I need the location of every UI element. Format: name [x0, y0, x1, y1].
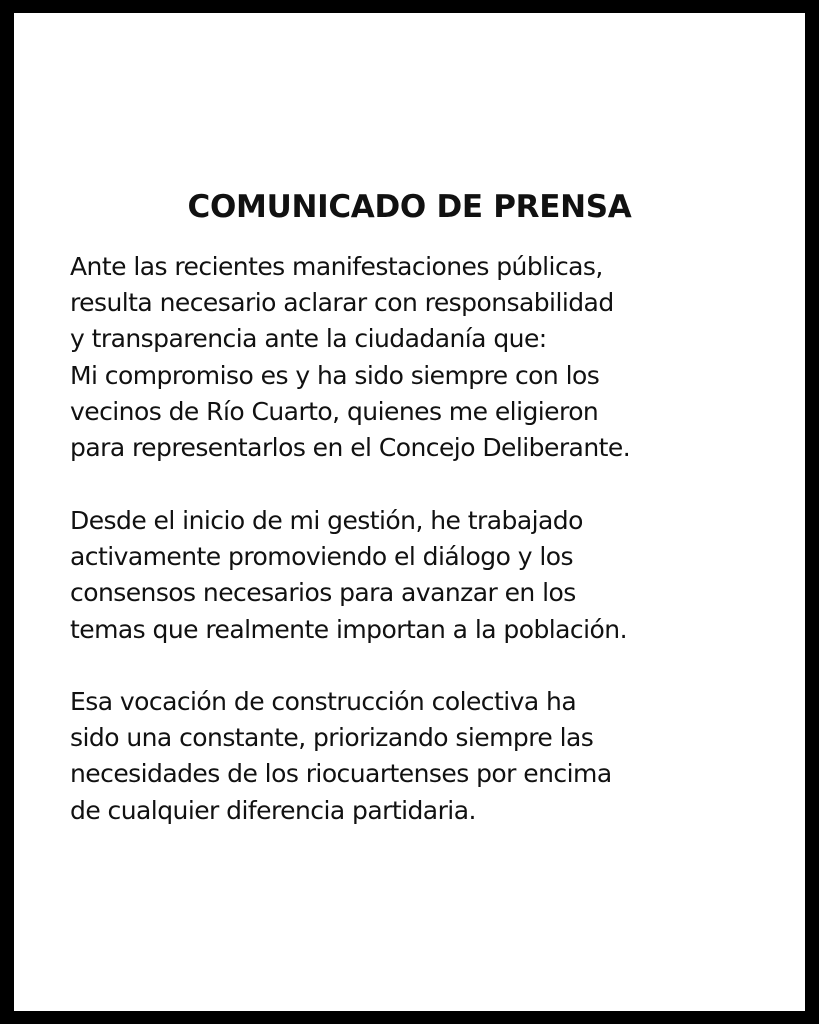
paragraph-line: Mi compromiso es y ha sido siempre con los: [70, 360, 600, 390]
document-title: COMUNICADO DE PRENSA: [187, 189, 632, 225]
paragraph-line: Ante las recientes manifestaciones públicas,: [70, 252, 603, 281]
paragraph-line: para representarlos en el Concejo Deliberante.: [70, 433, 631, 463]
paragraph-1: [70, 249, 770, 466]
paragraph-line: sido una constante, priorizando siempre las: [70, 723, 594, 753]
paragraph-line: necesidades de los riocuartenses por encima: [70, 759, 612, 789]
paragraph-line: y transparencia ante la ciudadanía que:: [70, 324, 547, 354]
paragraph-3: [70, 684, 770, 829]
paragraph-line: consensos necesarios para avanzar en los: [70, 578, 576, 608]
paragraph-line: resulta necesario aclarar con responsabilidad: [70, 288, 614, 318]
paragraph-line: temas que realmente importan a la población.: [70, 614, 627, 644]
paragraph-line: vecinos de Río Cuarto, quienes me eligieron: [70, 396, 599, 426]
paragraph-line: Desde el inicio de mi gestión, he trabajado: [70, 506, 583, 535]
paragraph-line: Esa vocación de construcción colectiva ha: [70, 687, 577, 716]
paragraph-line: de cualquier diferencia partidaria.: [70, 795, 476, 825]
paragraph-line: activamente promoviendo el diálogo y los: [70, 542, 574, 572]
paragraph-2: [70, 503, 770, 648]
